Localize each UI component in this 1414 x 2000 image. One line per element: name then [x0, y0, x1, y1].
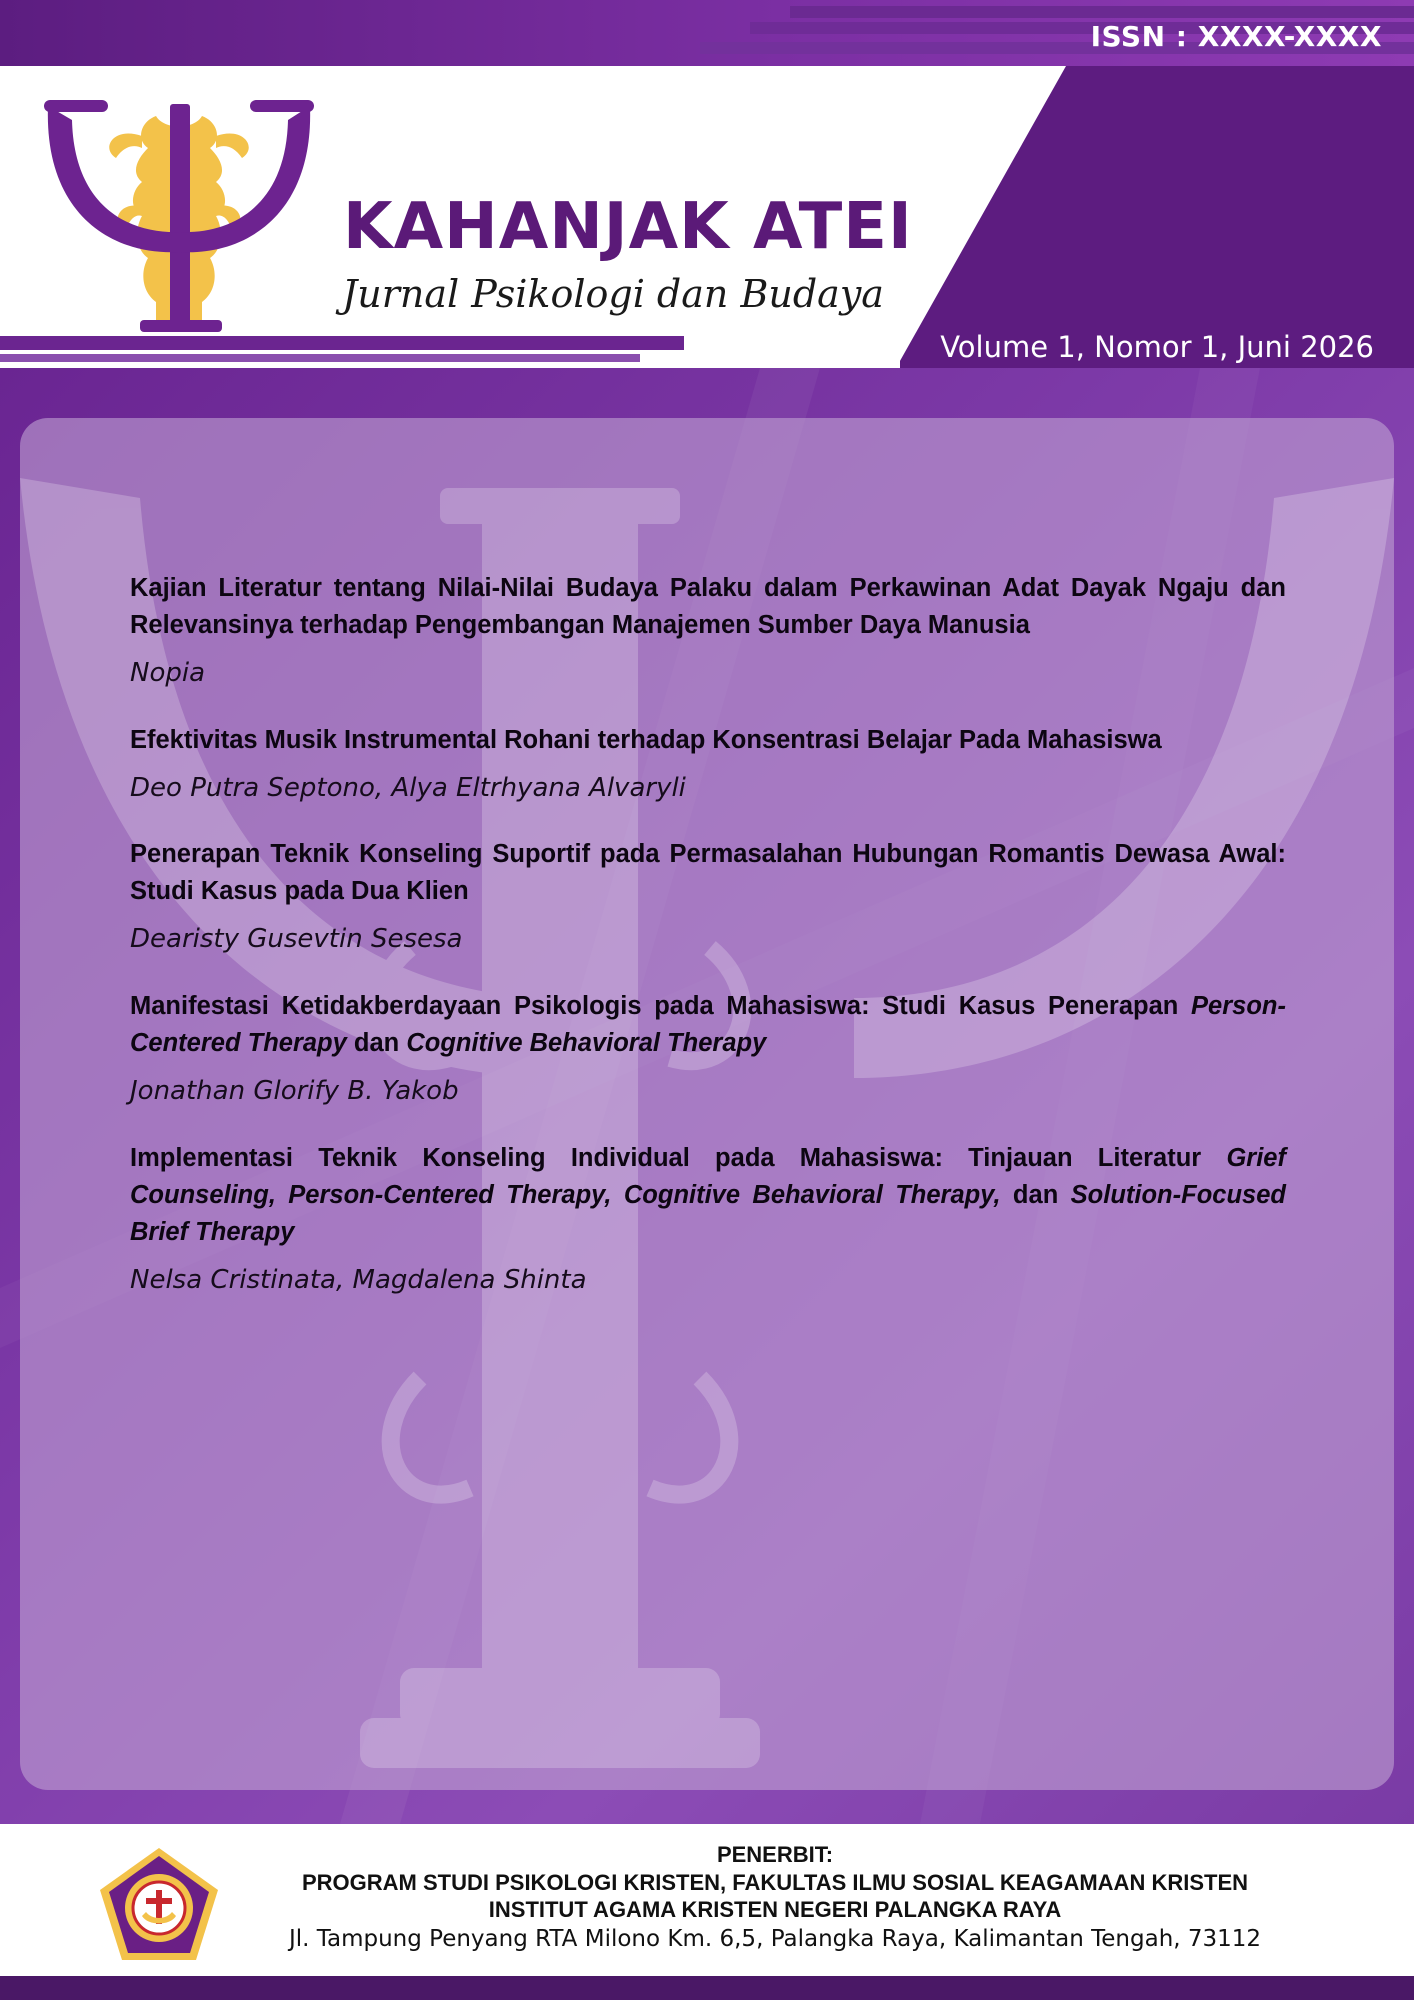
article-title[interactable] [130, 836, 1286, 910]
article-title[interactable] [130, 1140, 1286, 1251]
article-title[interactable] [130, 570, 1286, 644]
article-authors: Nelsa Cristinata, Magdalena Shinta [130, 1265, 587, 1295]
volume-issue-label: Volume 1, Nomor 1, Juni 2026 [940, 330, 1374, 364]
journal-subtitle: Jurnal Psikologi dan Budaya [342, 272, 884, 316]
article-authors: Nopia [130, 658, 206, 688]
decor-stripe [790, 6, 1414, 18]
article-title-segment: Penerapan Teknik Konseling Suportif pada Permasalahan Hubungan Romantis Dewasa Awal: Studi Kasus pada Dua Klien [130, 840, 1286, 905]
article-title-segment: Implementasi Teknik Konseling Individual pada Mahasiswa: Tinjauan Literatur [130, 1144, 1227, 1172]
article-authors: Jonathan Glorify B. Yakob [130, 1076, 459, 1106]
article-title-segment: Cognitive Behavioral Therapy [406, 1029, 767, 1057]
article-title[interactable] [130, 722, 1286, 759]
article-authors: Deo Putra Septono, Alya Eltrhyana Alvaryli [130, 773, 686, 803]
article-entry [130, 570, 1286, 690]
publisher-label: PENERBIT: [716, 1842, 834, 1867]
article-title-segment: dan [346, 1029, 407, 1057]
bottom-bar [0, 1976, 1414, 2000]
university-seal-icon [98, 1846, 220, 1962]
article-title-segment: Efektivitas Musik Instrumental Rohani terhadap Konsentrasi Belajar Pada Mahasiswa [130, 726, 1162, 754]
article-title-segment: Person-Centered Therapy [130, 992, 1286, 1057]
publisher-institute: INSTITUT AGAMA KRISTEN NEGERI PALANGKA RAYA [488, 1897, 1062, 1922]
publisher-address: Jl. Tampung Penyang RTA Milono Km. 6,5, Palangka Raya, Kalimantan Tengah, 73112 [288, 1926, 1262, 1952]
publisher-program: PROGRAM STUDI PSIKOLOGI KRISTEN, FAKULTAS ILMU SOSIAL KEAGAMAAN KRISTEN [301, 1870, 1249, 1895]
article-authors: Dearisty Gusevtin Sesesa [130, 924, 463, 954]
contents-panel [20, 418, 1394, 1790]
article-title-segment: Manifestasi Ketidakberdayaan Psikologis pada Mahasiswa: Studi Kasus Penerapan [130, 992, 1192, 1020]
article-title-segment: Grief Counseling, Person-Centered Therapy, Cognitive Behavioral Therapy, [130, 1144, 1286, 1209]
psi-symbol-icon [44, 96, 314, 336]
article-title-segment: dan [1000, 1181, 1071, 1209]
article-entry [130, 1140, 1286, 1297]
article-title-segment: Solution-Focused Brief Therapy [130, 1181, 1286, 1246]
article-title[interactable] [130, 988, 1286, 1062]
article-title-segment: Kajian Literatur tentang Nilai-Nilai Budaya Palaku dalam Perkawinan Adat Dayak Ngaju dan Relevansinya terhadap Pengembangan Manajemen Sumber Daya Manusia [130, 574, 1286, 639]
issn-label: ISSN : XXXX-XXXX [1090, 20, 1382, 53]
article-entry [130, 722, 1286, 805]
article-entry [130, 836, 1286, 956]
article-entry [130, 988, 1286, 1108]
journal-title: KAHANJAK ATEI [343, 190, 913, 264]
